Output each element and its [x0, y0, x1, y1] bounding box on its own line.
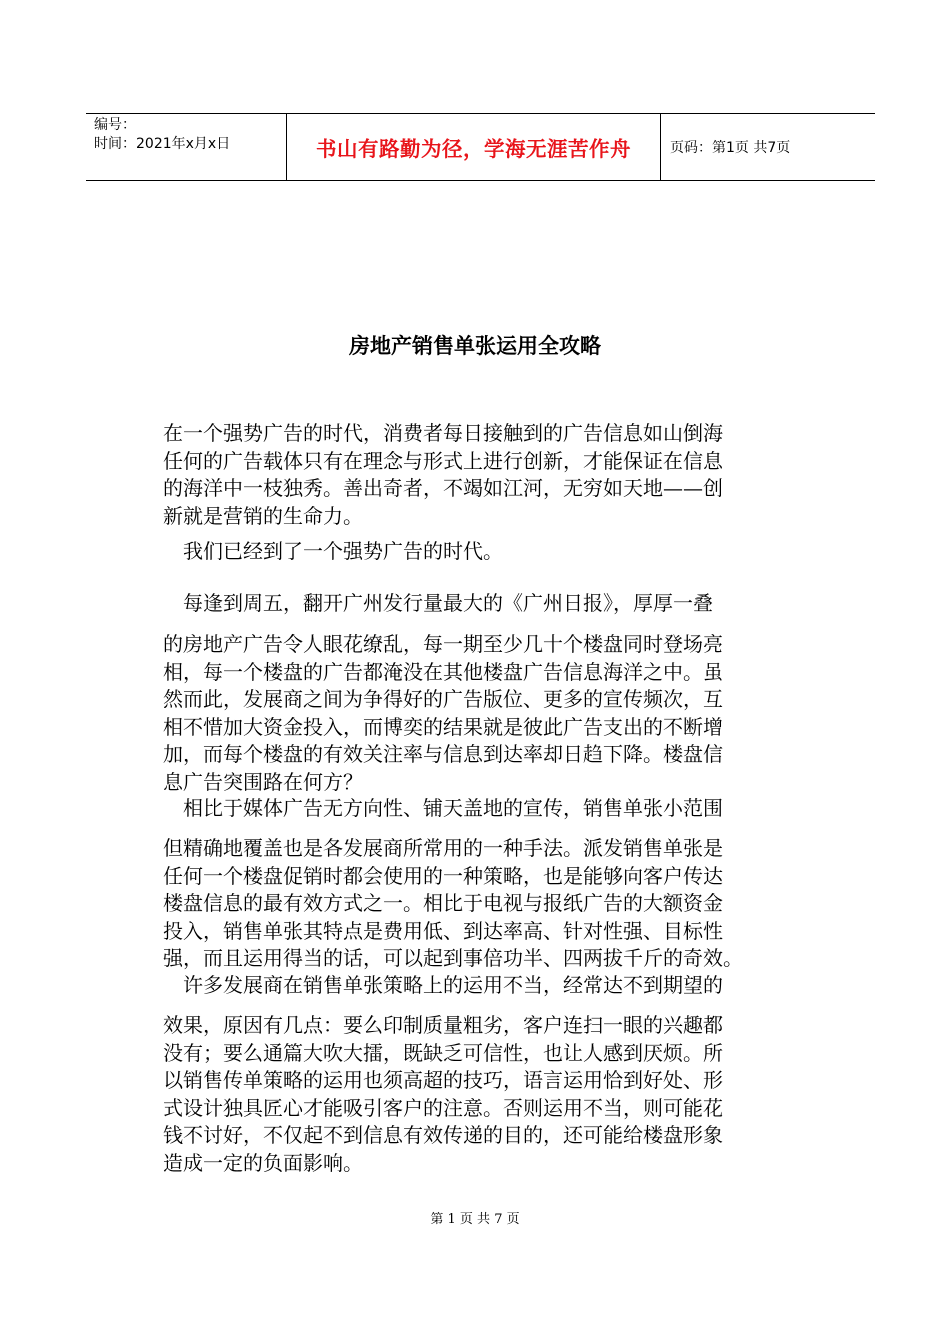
header-page-info: 页码：第1页 共7页 [670, 140, 791, 156]
paragraph-3 [163, 631, 803, 797]
text-line: 新就是营销的生命力。 [163, 503, 363, 528]
text-line: 的房地产广告令人眼花缭乱，每一期至少几十个楼盘同时登场亮 [163, 632, 723, 656]
text-line: 强，而且运用得当的话，可以起到事倍功半、四两拔千斤的奇效。 [163, 946, 743, 971]
text-line: 钱不讨好，不仅起不到信息有效传递的目的，还可能给楼盘形象 [163, 1123, 723, 1148]
text-line: 相不惜加大资金投入，而博奕的结果就是彼此广告支出的不断增 [163, 714, 723, 739]
text-line: 投入，销售单张其特点是费用低、到达率高、针对性强、目标性 [163, 918, 723, 943]
text-line: 息广告突围路在何方？ [163, 769, 363, 794]
number-label: 编号： [94, 117, 136, 133]
document-title: 房地产销售单张运用全攻略 [349, 334, 601, 358]
page-footer: 第 1 页 共 7 页 [430, 1212, 520, 1227]
paragraph-intro [163, 420, 803, 530]
text-line: 加，而每个楼盘的有效关注率与信息到达率却日趋下降。楼盘信 [163, 742, 723, 767]
paragraph-4-lead [163, 794, 803, 822]
text-line: 在一个强势广告的时代，消费者每日接触到的广告信息如山倒海 [163, 421, 723, 445]
text-line: 每逢到周五，翻开广州发行量最大的《广州日报》，厚厚一叠 [163, 591, 713, 615]
text-line: 我们已经到了一个强势广告的时代。 [163, 539, 503, 563]
text-line: 相比于媒体广告无方向性、铺天盖地的宣传，销售单张小范围 [163, 796, 723, 820]
text-line: 相，每一个楼盘的广告都淹没在其他楼盘广告信息海洋之中。虽 [163, 659, 723, 684]
paragraph-2 [163, 537, 803, 565]
text-line: 楼盘信息的最有效方式之一。相比于电视与报纸广告的大额资金 [163, 891, 723, 916]
text-line: 的海洋中一枝独秀。善出奇者，不竭如江河，无穷如天地——创 [163, 476, 723, 501]
text-line: 以销售传单策略的运用也须高超的技巧，语言运用恰到好处、形 [163, 1068, 723, 1093]
header-meta [86, 114, 294, 180]
header-motto: 书山有路勤为径，学海无涯苦作舟 [286, 114, 661, 180]
text-line: 效果，原因有几点：要么印制质量粗劣，客户连扫一眼的兴趣都 [163, 1013, 723, 1037]
paragraph-3-lead [163, 589, 803, 617]
text-line: 没有；要么通篇大吹大擂，既缺乏可信性，也让人感到厌烦。所 [163, 1040, 723, 1065]
text-line: 任何一个楼盘促销时都会使用的一种策略，也是能够向客户传达 [163, 863, 723, 888]
paragraph-4 [163, 835, 803, 973]
text-line: 造成一定的负面影响。 [163, 1150, 363, 1175]
text-line: 任何的广告载体只有在理念与形式上进行创新，才能保证在信息 [163, 448, 723, 473]
text-line: 许多发展商在销售单张策略上的运用不当，经常达不到期望的 [163, 973, 723, 997]
text-line: 式设计独具匠心才能吸引客户的注意。否则运用不当，则可能花 [163, 1095, 723, 1120]
text-line: 但精确地覆盖也是各发展商所常用的一种手法。派发销售单张是 [163, 836, 723, 860]
header-table [86, 113, 875, 181]
paragraph-5-lead [163, 971, 803, 999]
text-line: 然而此，发展商之间为争得好的广告版位、更多的宣传频次，互 [163, 687, 723, 712]
paragraph-5 [163, 1012, 803, 1178]
time-label: 时间：2021年x月x日 [94, 136, 231, 152]
